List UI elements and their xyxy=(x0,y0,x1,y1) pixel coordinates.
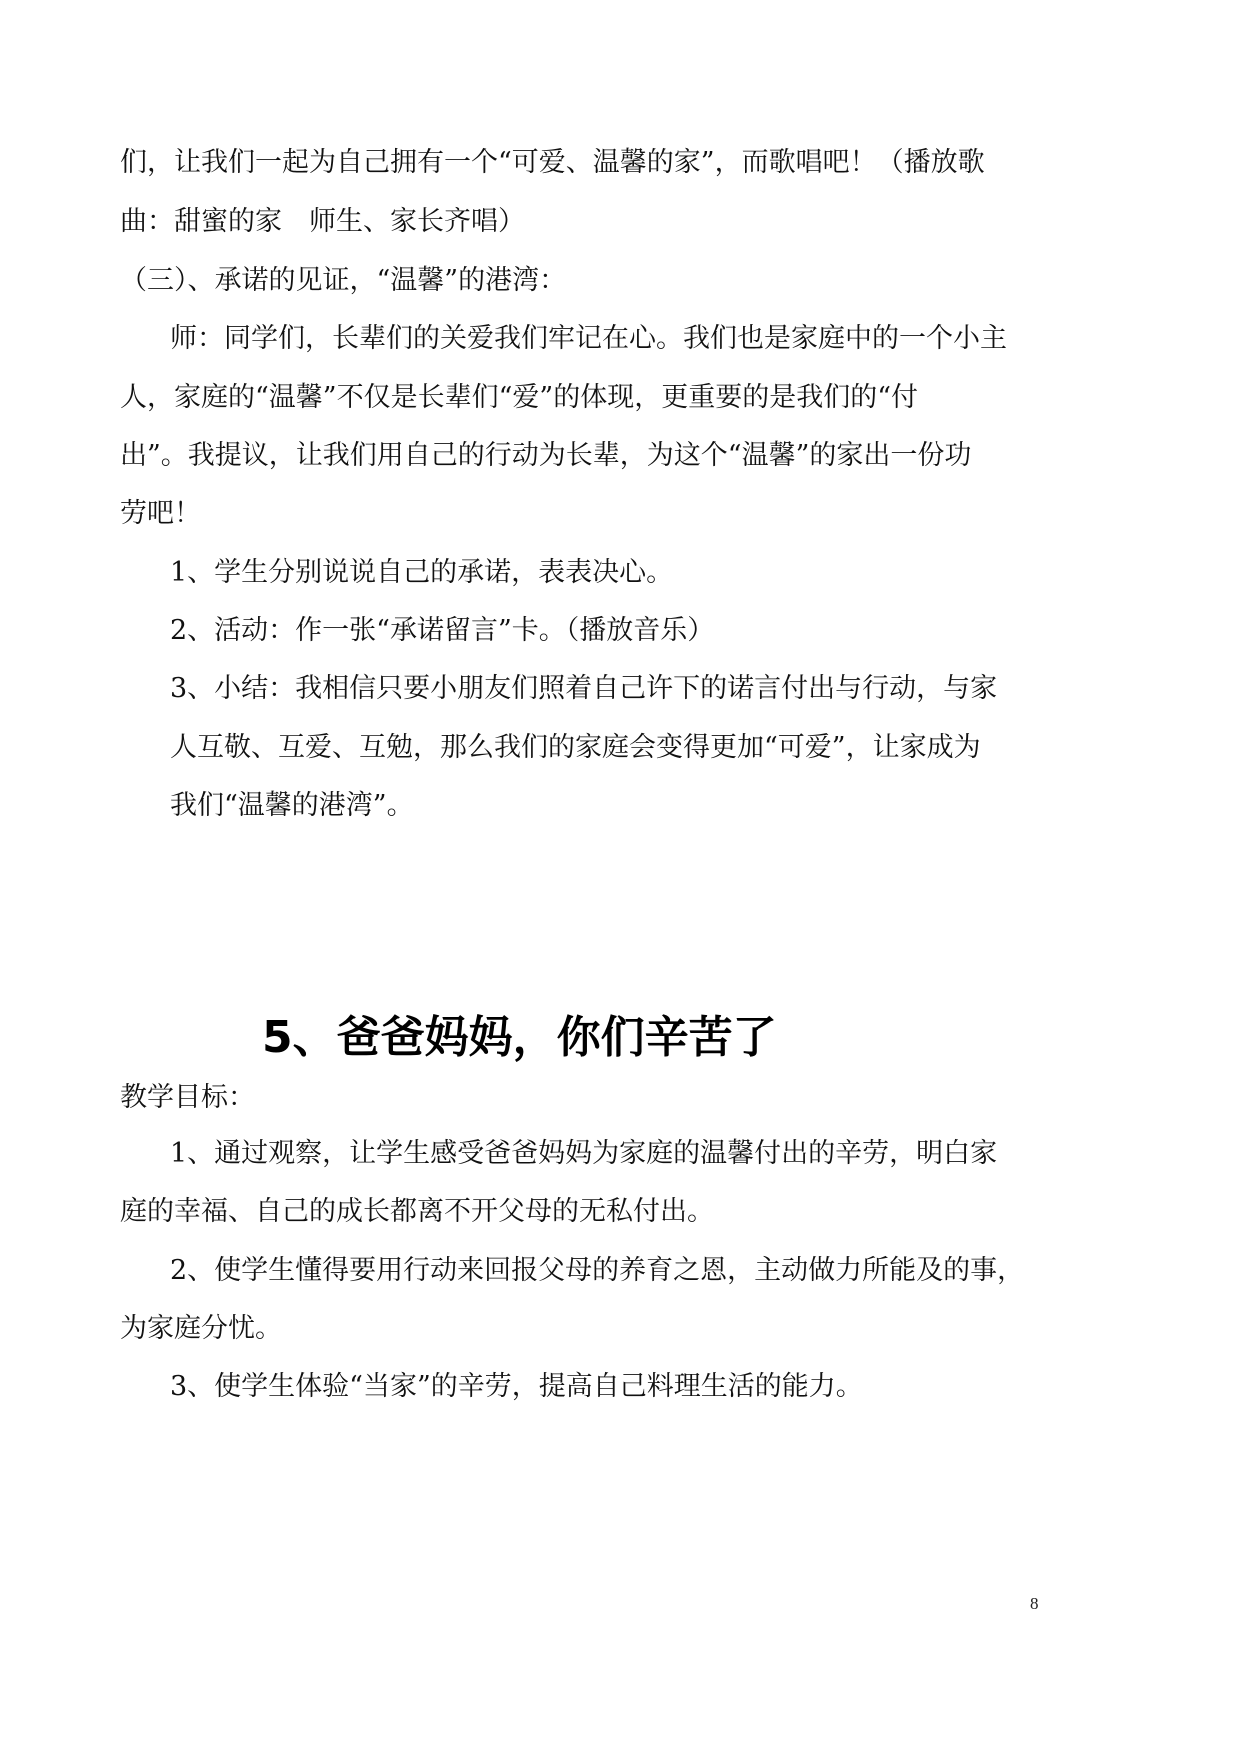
paragraph-line: 师：同学们，长辈们的关爱我们牢记在心。我们也是家庭中的一个小主 xyxy=(170,323,1007,354)
paragraph-line: 曲：甜蜜的家 师生、家长齐唱） xyxy=(120,206,525,237)
objective-item-continued: 庭的幸福、自己的成长都离不开父母的无私付出。 xyxy=(120,1196,714,1227)
section-heading: （三）、承诺的见证，“温馨”的港湾： xyxy=(120,265,567,296)
page-number: 8 xyxy=(1030,1594,1039,1613)
objective-item: 2、使学生懂得要用行动来回报父母的养育之恩，主动做力所能及的事， xyxy=(170,1255,1025,1286)
paragraph-line: 出”。我提议，让我们用自己的行动为长辈，为这个“温馨”的家出一份功 xyxy=(120,440,972,471)
paragraph-line: 人，家庭的“温馨”不仅是长辈们“爱”的体现，更重要的是我们的“付 xyxy=(120,382,919,413)
paragraph-line: 们，让我们一起为自己拥有一个“可爱、温馨的家”，而歌唱吧！（播放歌 xyxy=(120,147,985,178)
list-item-continued: 我们“温馨的港湾”。 xyxy=(170,790,414,821)
list-item: 1、学生分别说说自己的承诺，表表决心。 xyxy=(170,557,674,588)
objective-item-continued: 为家庭分忧。 xyxy=(120,1313,282,1344)
list-item: 2、活动：作一张“承诺留言”卡。（播放音乐） xyxy=(170,615,715,646)
objectives-heading: 教学目标： xyxy=(120,1082,255,1113)
list-item: 3、小结：我相信只要小朋友们照着自己许下的诺言付出与行动，与家 xyxy=(170,673,998,704)
objective-item: 3、使学生体验“当家”的辛劳，提高自己料理生活的能力。 xyxy=(170,1371,863,1402)
objective-item: 1、通过观察，让学生感受爸爸妈妈为家庭的温馨付出的辛劳，明白家 xyxy=(170,1138,998,1169)
paragraph-line: 劳吧！ xyxy=(120,498,201,529)
lesson-title: 5、爸爸妈妈，你们辛苦了 xyxy=(262,1012,777,1063)
list-item-continued: 人互敬、互爱、互勉，那么我们的家庭会变得更加“可爱”，让家成为 xyxy=(170,732,981,763)
